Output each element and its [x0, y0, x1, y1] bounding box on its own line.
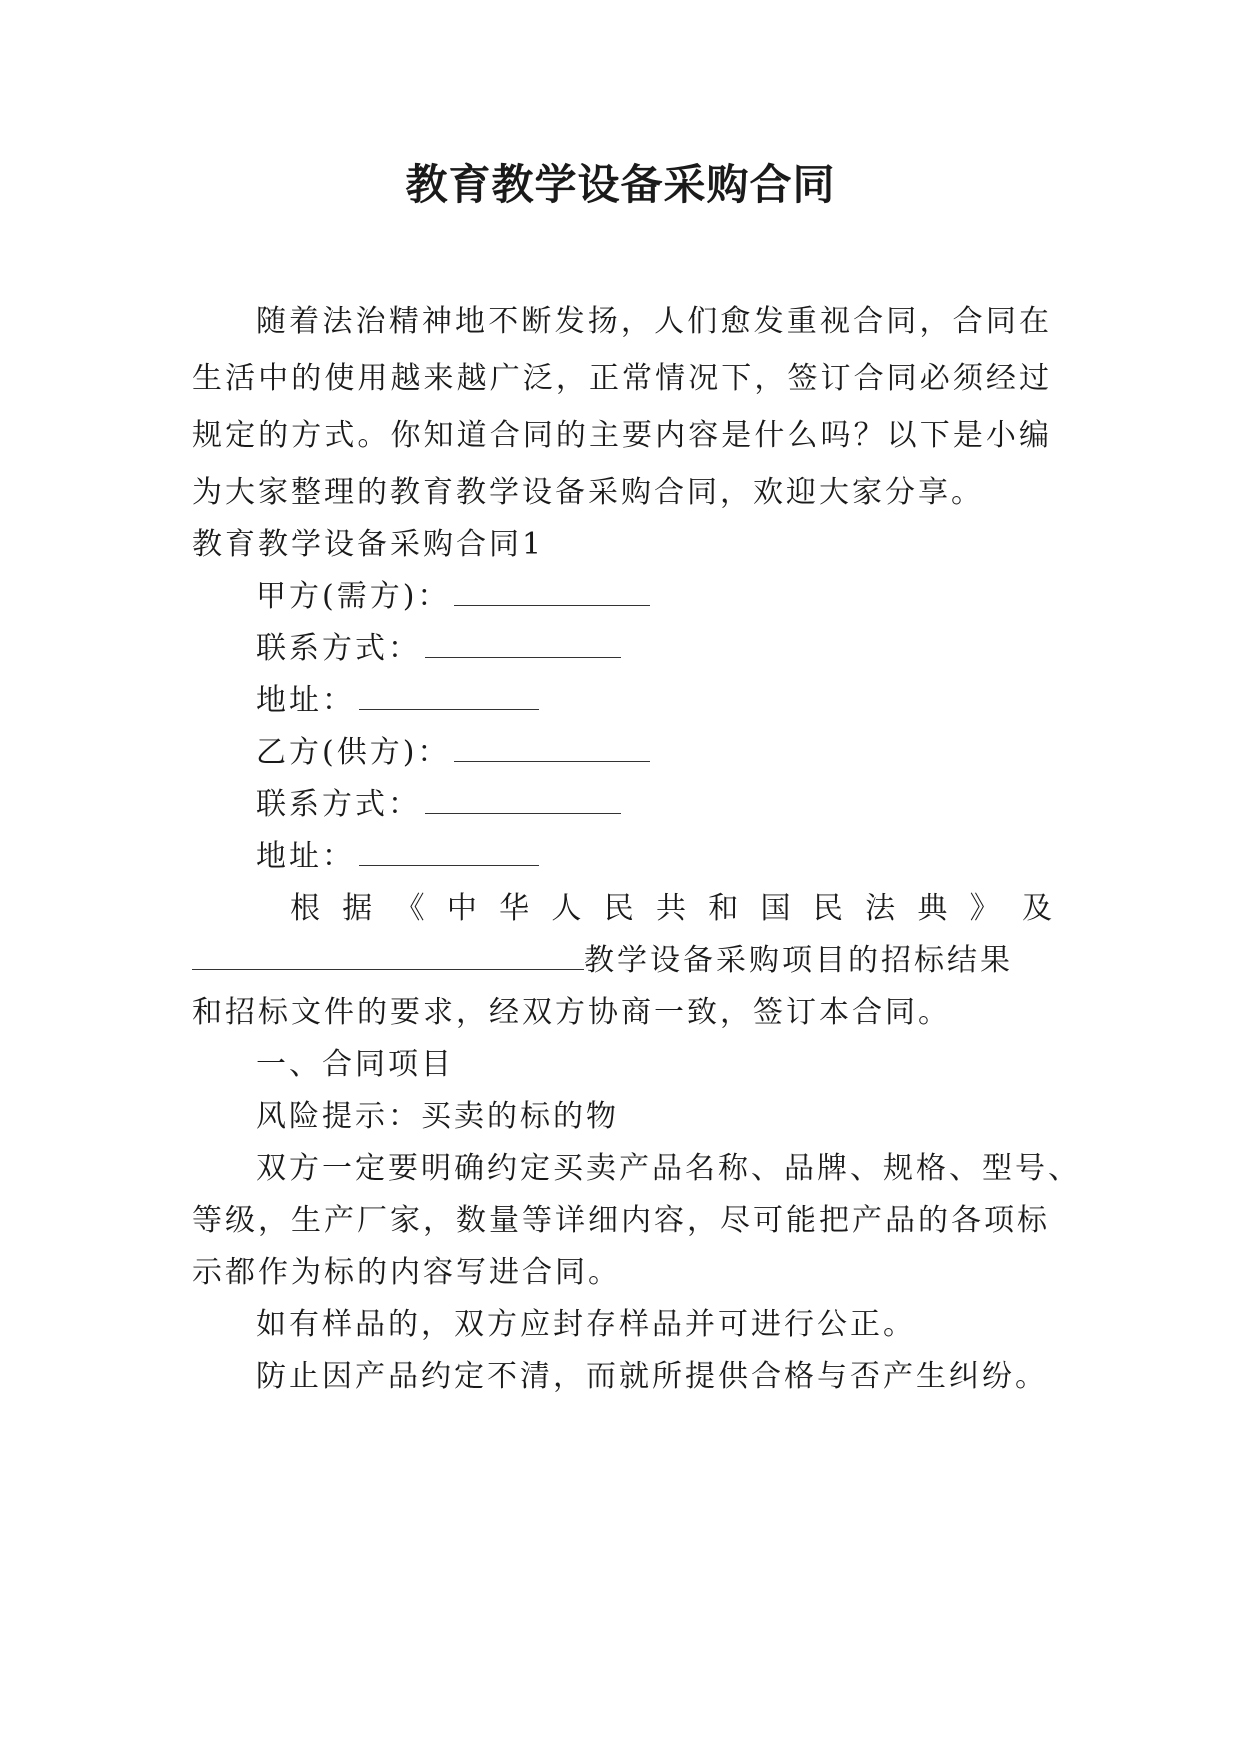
basis-line-1	[290, 889, 1052, 929]
basis-char: 国	[760, 891, 791, 926]
basis-char: 和	[708, 891, 739, 926]
intro-paragraph: 随着法治精神地不断发扬，人们愈发重视合同，合同在生活中的使用越来越广泛，正常情况下，签订合同必须经过规定的方式。你知道合同的主要内容是什么吗？以下是小编为大家整理的教育教学设备采购合同，欢迎大家分享。	[192, 304, 1052, 510]
party-a-contact-blank	[425, 635, 621, 658]
basis-char: 典	[917, 891, 948, 926]
para-1-line-3: 示都作为标的内容写进合同。	[192, 1255, 621, 1290]
basis-line-2-text: 教学设备采购项目的招标结果	[584, 943, 1013, 978]
party-a-contact-line	[256, 629, 621, 669]
basis-char: 《	[394, 891, 425, 926]
para-1-line-2: 等级，生产厂家，数量等详细内容，尽可能把产品的各项标	[192, 1203, 1050, 1238]
party-b-contact-line	[256, 785, 621, 825]
basis-line-2	[192, 941, 1013, 981]
basis-char: 法	[865, 891, 896, 926]
basis-char: 据	[342, 891, 373, 926]
basis-char: 中	[446, 891, 477, 926]
party-b-label: 乙方(供方)：	[256, 735, 451, 770]
party-b-line	[256, 733, 650, 773]
basis-char: 民	[812, 891, 843, 926]
party-b-contact-label: 联系方式：	[256, 787, 421, 822]
basis-char: 人	[551, 891, 582, 926]
document-title: 教育教学设备采购合同	[405, 160, 836, 209]
para-2: 如有样品的，双方应封存样品并可进行公正。	[256, 1307, 916, 1342]
clause-1-heading: 一、合同项目	[256, 1047, 454, 1082]
party-a-contact-label: 联系方式：	[256, 631, 421, 666]
party-b-contact-blank	[425, 791, 621, 814]
basis-char: 华	[499, 891, 530, 926]
risk-tip: 风险提示：买卖的标的物	[256, 1099, 619, 1134]
party-b-address-label: 地址：	[256, 839, 355, 874]
basis-char: 民	[603, 891, 634, 926]
party-a-address-blank	[359, 687, 539, 710]
basis-char: 》	[969, 891, 1000, 926]
party-b-blank	[454, 739, 650, 762]
party-b-address-line	[256, 837, 539, 877]
basis-char: 及	[1021, 891, 1052, 926]
basis-char: 共	[655, 891, 686, 926]
para-3: 防止因产品约定不清，而就所提供合格与否产生纠纷。	[256, 1359, 1048, 1394]
basis-line-3: 和招标文件的要求，经双方协商一致，签订本合同。	[192, 995, 951, 1030]
party-a-label: 甲方(需方)：	[256, 579, 451, 614]
party-a-blank	[454, 583, 650, 606]
party-a-address-line	[256, 681, 539, 721]
para-1-line-1: 双方一定要明确约定买卖产品名称、品牌、规格、型号、	[256, 1151, 1081, 1186]
section-heading: 教育教学设备采购合同1	[192, 527, 545, 562]
party-b-address-blank	[359, 843, 539, 866]
party-a-address-label: 地址：	[256, 683, 355, 718]
party-a-line	[256, 577, 650, 617]
project-name-blank	[192, 947, 584, 970]
basis-char: 根	[290, 891, 320, 926]
